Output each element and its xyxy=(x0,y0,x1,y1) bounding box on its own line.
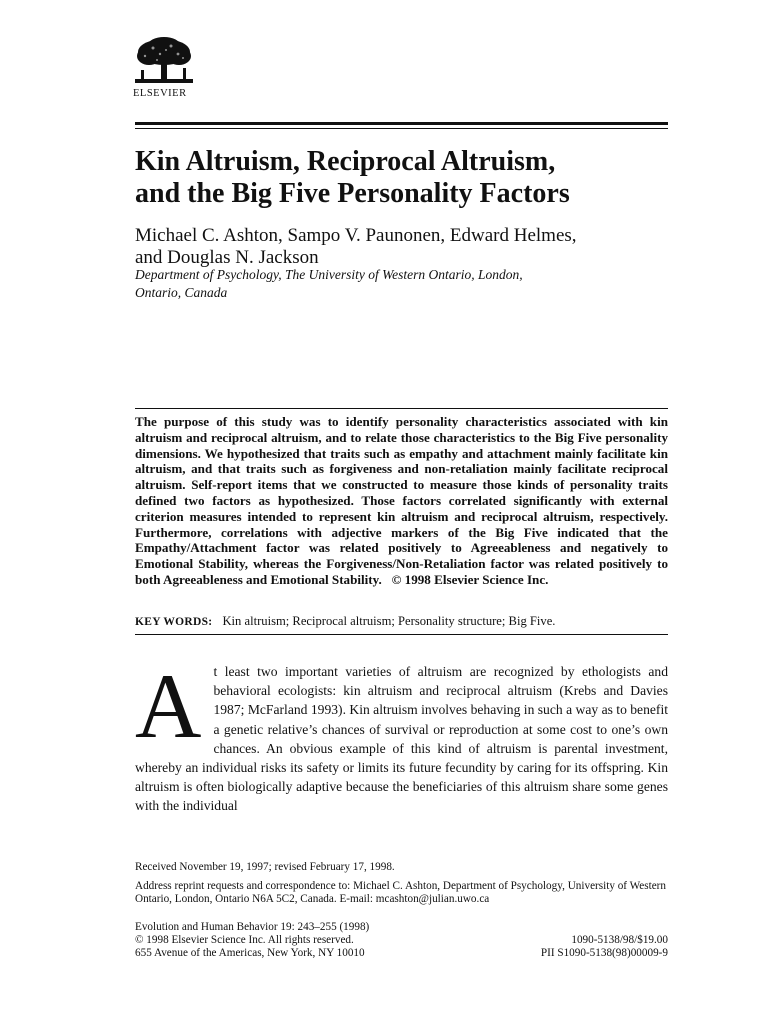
header-rule-thin xyxy=(135,128,668,129)
affiliation-line-1: Department of Psychology, The University of Western Ontario, London, xyxy=(135,267,523,282)
elsevier-tree-icon xyxy=(133,36,195,86)
abstract-copyright: © 1998 Elsevier Science Inc. xyxy=(391,571,549,587)
affiliation xyxy=(135,266,675,302)
title-line-1: Kin Altruism, Reciprocal Altruism, xyxy=(135,146,556,177)
keywords xyxy=(135,614,668,629)
body-paragraph xyxy=(135,655,669,816)
abstract xyxy=(135,414,668,588)
journal-citation: Evolution and Human Behavior 19: 243–255 (1998) xyxy=(135,921,370,933)
journal-price: 1090-5138/98/$19.00 xyxy=(571,934,668,946)
header-rule xyxy=(135,122,668,125)
received-note: Received November 19, 1997; revised February 17, 1998. xyxy=(135,861,395,873)
address-note: Address reprint requests and correspondence to: Michael C. Ashton, Department of Psychology, University of Western Ontario, London, Ontario N6A 5C2, Canada. E-mail: mcashton@julian.uwo.ca xyxy=(135,880,667,905)
authors-line-2: and Douglas N. Jackson xyxy=(135,247,319,268)
drop-cap: A xyxy=(135,655,202,757)
article-title xyxy=(135,146,675,210)
authors-line-1: Michael C. Ashton, Sampo V. Paunonen, Edward Helmes, xyxy=(135,225,577,246)
journal-pii: PII S1090-5138(98)00009-9 xyxy=(540,947,668,959)
journal-copyright: © 1998 Elsevier Science Inc. All rights reserved. xyxy=(135,934,354,946)
abstract-text: The purpose of this study was to identify personality characteristics associated with kin altruism and reciprocal altruism, and to relate those characteristics to the Big Five personality dimensions. We hypothesized that traits such as empathy and attachment mainly facilitate kin altruism, and that traits such as forgiveness and non-retaliation mainly facilitate reciprocal altruism. Self-report items that we constructed to measure those kinds of personality traits defined two factors as hypothesized. Those factors correlated significantly with external criterion measures intended to represent kin altruism and reciprocal altruism, respectively. Furthermore, correlations with adjective markers of the Big Five indicated that the Empathy/Attachment factor was related positively to Agreeableness and negatively to Emotional Stability, whereas the Forgiveness/Non-Retaliation factor was related positively to both Agreeableness and Emotional Stability. xyxy=(135,414,668,587)
authors xyxy=(135,225,675,269)
body-text: t least two important varieties of altruism are recognized by ethologists and behavioral ecologists: kin altruism and reciprocal altruism (Krebs and Davies 1987; McFarland 1993). Kin altruism involves behaving in such a way as to benefit a genetic relative’s chances of survival or reproduction at some cost to one’s own chances. An obvious example of this kind of altruism is parental investment, whereby an individual risks its safety or limits its future fecundity by caring for its offspring. Kin altruism is often biologically adaptive because the beneficiaries of this altruism share some genes with the individual xyxy=(135,664,669,814)
publisher-address: 655 Avenue of the Americas, New York, NY 10010 xyxy=(135,947,365,959)
publisher-name: ELSEVIER xyxy=(133,88,187,99)
keywords-text: Kin altruism; Reciprocal altruism; Personality structure; Big Five. xyxy=(222,614,556,628)
abstract-top-rule xyxy=(135,408,668,409)
keywords-bottom-rule xyxy=(135,634,668,635)
publisher-logo xyxy=(133,36,195,99)
title-line-2: and the Big Five Personality Factors xyxy=(135,178,570,209)
journal-info xyxy=(135,921,668,960)
keywords-label: KEY WORDS: xyxy=(135,616,213,628)
affiliation-line-2: Ontario, Canada xyxy=(135,285,228,300)
